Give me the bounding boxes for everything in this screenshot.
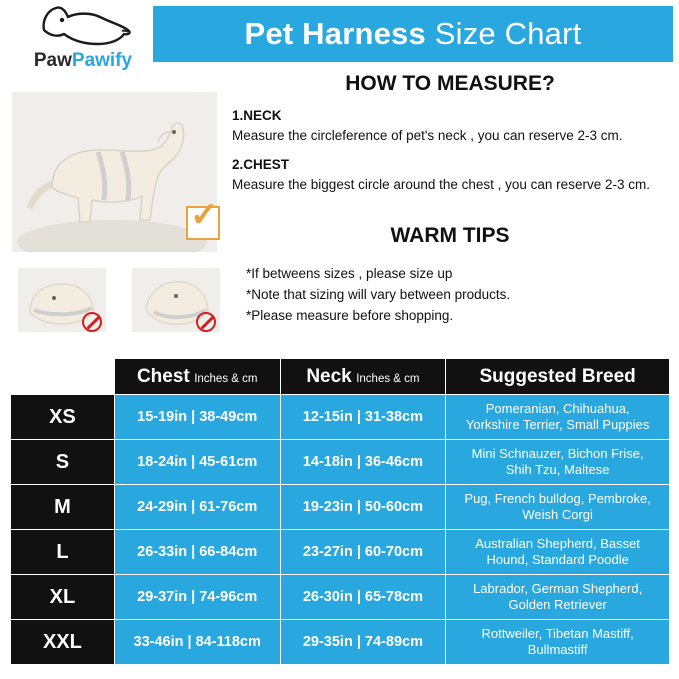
page-header	[153, 6, 673, 62]
page-title-light: Size Chart	[434, 16, 582, 51]
measure-step-line: Measure the circleference of pet's neck , you can reserve 2-3 cm.	[232, 128, 623, 143]
neck-value: 29-35in | 74-89cm	[280, 620, 446, 665]
page-title	[245, 16, 582, 52]
table-row	[11, 575, 670, 620]
warm-tips-list	[246, 264, 676, 327]
neck-value: 23-27in | 60-70cm	[280, 530, 446, 575]
brand-name-dark: Paw	[33, 50, 72, 71]
breed-value: Mini Schnauzer, Bichon Frise, Shih Tzu, Maltese	[446, 440, 670, 485]
size-label: XL	[11, 575, 115, 620]
table-row	[11, 395, 670, 440]
brand-logo	[10, 4, 150, 84]
header-chest	[114, 359, 280, 395]
neck-value: 26-30in | 65-78cm	[280, 575, 446, 620]
dog-head-icon	[36, 4, 132, 48]
breed-value: Labrador, German Shepherd, Golden Retriever	[446, 575, 670, 620]
header-neck-units: Inches & cm	[356, 372, 420, 385]
header-neck	[280, 359, 446, 395]
neck-value: 19-23in | 50-60cm	[280, 485, 446, 530]
size-table	[10, 358, 670, 665]
check-icon: ✓	[190, 196, 219, 234]
warm-tips-title: WARM TIPS	[390, 224, 510, 247]
chest-value: 24-29in | 61-76cm	[114, 485, 280, 530]
header-chest-label: Chest	[136, 365, 190, 387]
measure-step-head: 2.CHEST	[232, 157, 290, 173]
neck-value: 14-18in | 36-46cm	[280, 440, 446, 485]
table-header-row	[11, 359, 670, 395]
size-label: XXL	[11, 620, 115, 665]
brand-name-accent: Pawify	[71, 50, 133, 71]
size-label: M	[11, 485, 115, 530]
header-breed-label: Suggested Breed	[479, 365, 636, 387]
how-to-measure-title: HOW TO MEASURE?	[345, 72, 555, 95]
header-blank-cell	[11, 359, 115, 395]
prohibition-icon-a	[82, 312, 102, 332]
header-breed	[446, 359, 670, 395]
prohibition-icon-b	[196, 312, 216, 332]
breed-value: Pug, French bulldog, Pembroke, Weish Corgi	[446, 485, 670, 530]
size-label: XS	[11, 395, 115, 440]
size-label: L	[11, 530, 115, 575]
breed-value: Rottweiler, Tibetan Mastiff, Bullmastiff	[446, 620, 670, 665]
table-row	[11, 530, 670, 575]
chest-value: 26-33in | 66-84cm	[114, 530, 280, 575]
chest-value: 29-37in | 74-96cm	[114, 575, 280, 620]
header-neck-label: Neck	[306, 365, 352, 387]
measure-step-head: 1.NECK	[232, 108, 282, 123]
brand-name	[16, 50, 150, 72]
tip-item: *Please measure before shopping.	[246, 307, 454, 323]
header-chest-units: Inches & cm	[194, 372, 258, 385]
chest-value: 18-24in | 45-61cm	[114, 440, 280, 485]
chest-value: 15-19in | 38-49cm	[114, 395, 280, 440]
how-to-measure-body	[232, 106, 672, 194]
page-title-bold: Pet Harness	[244, 16, 435, 51]
breed-value: Pomeranian, Chihuahua, Yorkshire Terrier, Small Puppies	[446, 395, 670, 440]
neck-value: 12-15in | 31-38cm	[280, 395, 446, 440]
size-label: S	[11, 440, 115, 485]
chest-value: 33-46in | 84-118cm	[114, 620, 280, 665]
table-row	[11, 485, 670, 530]
measure-step-line: Measure the biggest circle around the chest , you can reserve 2-3 cm.	[232, 177, 650, 193]
table-row	[11, 620, 670, 665]
tip-item: *Note that sizing will vary between products.	[246, 286, 511, 302]
breed-value: Australian Shepherd, Basset Hound, Standard Poodle	[446, 530, 670, 575]
table-row	[11, 440, 670, 485]
tip-item: *If betweens sizes , please size up	[246, 266, 453, 281]
